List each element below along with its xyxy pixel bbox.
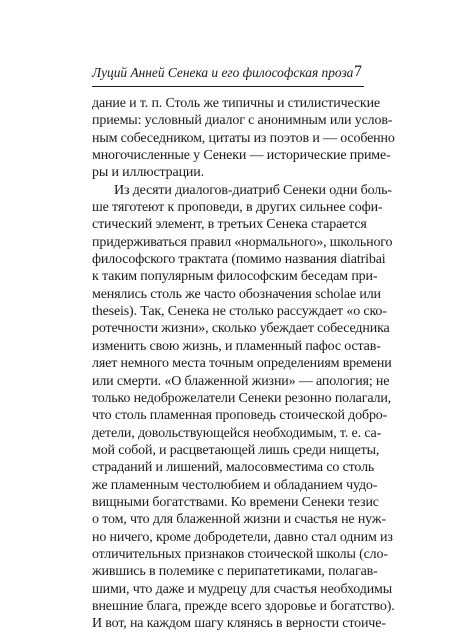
page-number: 7 (354, 63, 362, 80)
text-line: ры и иллюстрации. (92, 165, 204, 181)
text-line: о том, что для блаженной жизни и счастья не нуж- (92, 512, 386, 528)
text-line: же пламенным честолюбием и обладанием чудо- (92, 477, 378, 493)
text-line: жившись в полемике с перипатетиками, полагав- (92, 564, 378, 580)
text-line: Из десяти диалогов-диатриб Сенеки одни боль- (114, 182, 392, 198)
text-line: мой собой, и расцветающей лишь среди нищеты, (92, 442, 380, 458)
text-line: И вот, на каждом шагу клянясь в верности стоиче- (92, 616, 386, 632)
running-title: Луций Анней Сенека и его философская проза (92, 65, 354, 80)
text-line: ным собеседником, цитаты из поэтов и — особенно (92, 130, 395, 146)
text-line: менялись столь же часто обозначения scholae или (92, 286, 381, 302)
text-line: или смерти. «О блаженной жизни» — апология; не (92, 373, 390, 389)
text-line: что столь пламенная проповедь стоической добро- (92, 408, 388, 424)
text-line: многочисленные у Сенеки — исторические приме- (92, 148, 391, 164)
text-line: к таким популярным философским беседам при- (92, 269, 378, 285)
text-line: но ничего, кроме добродетели, давно стал одним из (92, 529, 393, 545)
text-line: только недоброжелатели Сенеки резонно полагали, (92, 390, 392, 406)
running-head (92, 64, 364, 87)
text-line: стический элемент, в третьих Сенека старается (92, 217, 367, 233)
text-line: theseis). Так, Сенека не столько рассуждает «о ско- (92, 304, 387, 320)
text-line: детели, довольствующейся необходимым, т. е. са- (92, 425, 382, 441)
body-text (92, 95, 395, 633)
text-line: страданий и лишений, малосовместима со столь (92, 460, 375, 476)
text-line: ше тяготеют к проповеди, в других сильнее софи- (92, 200, 383, 216)
text-line: дание и т. п. Столь же типичны и стилистические (92, 96, 380, 111)
text-line: внешние блага, прежде всего здоровье и богатство). (92, 598, 395, 614)
text-line: философского трактата (помимо названия diatribai (92, 252, 386, 268)
text-line: ротечности жизни», сколько убеждает собеседника (92, 321, 390, 337)
text-line: приемы: условный диалог с анонимным или услов- (92, 113, 393, 129)
text-line: отличительных признаков стоической школы (сло- (92, 546, 388, 562)
text-line: изменить свою жизнь, и пламенный пафос остав- (92, 338, 381, 354)
text-line: шими, что даже и мудрецу для счастья необходимы (92, 581, 393, 597)
text-line: вищными богатствами. Ко времени Сенеки тезис (92, 494, 379, 510)
text-line: придерживаться правил «нормального», школьного (92, 234, 393, 250)
text-line: ляет немного места точным определениям времени (92, 356, 392, 372)
